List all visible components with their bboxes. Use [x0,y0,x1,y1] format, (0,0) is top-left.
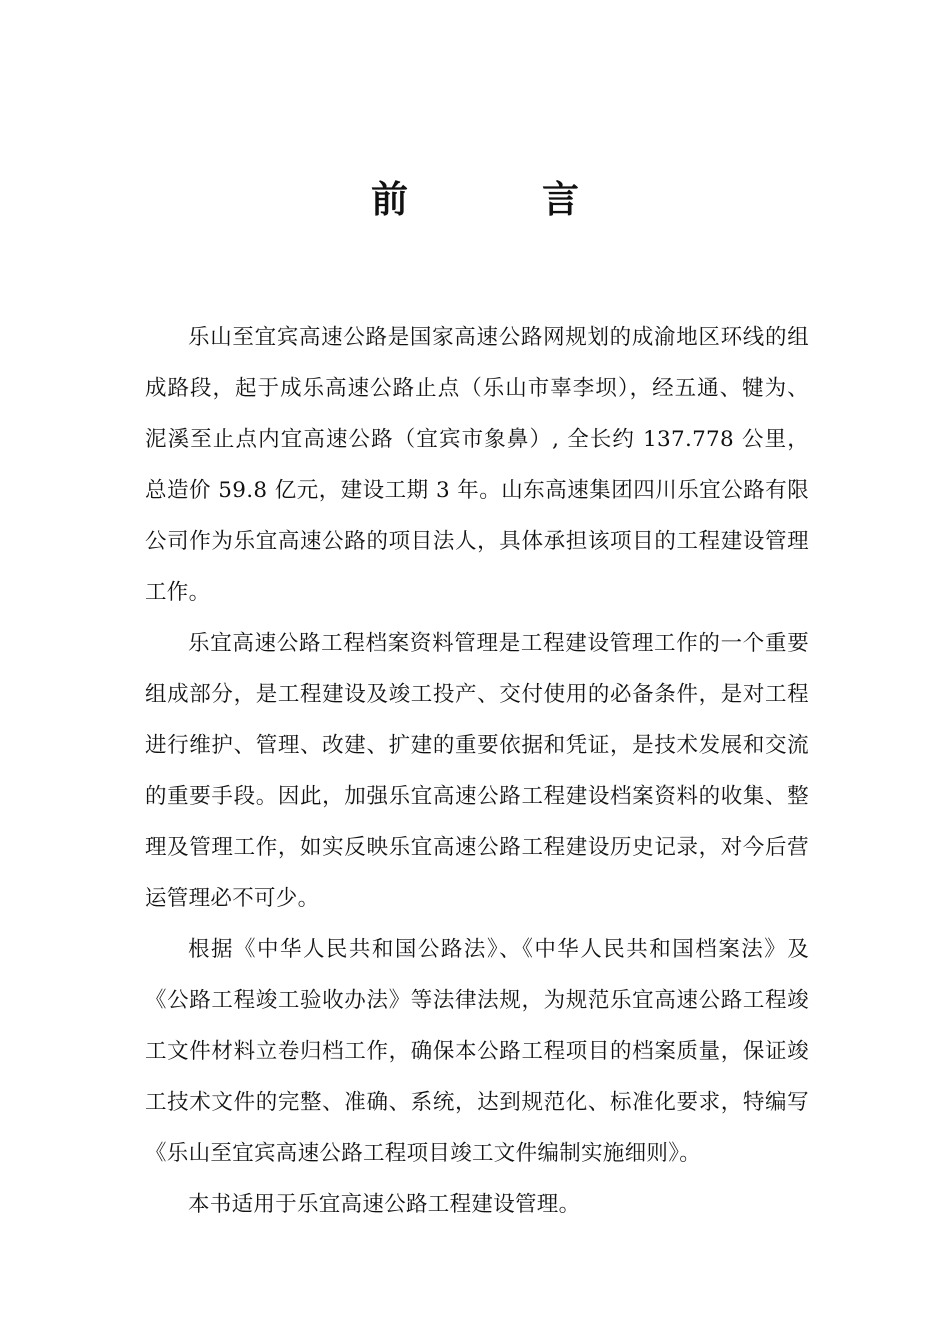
paragraph-project-overview: 乐山至宜宾高速公路是国家高速公路网规划的成渝地区环线的组成路段，起于成乐高速公路止点（乐山市辜李坝），经五通、犍为、泥溪至止点内宜高速公路（宜宾市象鼻）, 全长约 137.778 公里，总造价 59.8 亿元，建设工期 3 年。山东高速集团四川乐宜公路有限公司作为乐宜高速公路的项目法人，具体承担该项目的工程建设管理工作。 [145,325,809,605]
paragraph-scope: 本书适用于乐宜高速公路工程建设管理。 [188,1192,581,1217]
paragraph-archive-importance: 乐宜高速公路工程档案资料管理是工程建设管理工作的一个重要组成部分，是工程建设及竣工投产、交付使用的必备条件，是对工程进行维护、管理、改建、扩建的重要依据和凭证，是技术发展和交流的重要手段。因此，加强乐宜高速公路工程建设档案资料的收集、整理及管理工作，如实反映乐宜高速公路工程建设历史记录，对今后营运管理必不可少。 [145,631,809,911]
page-title: 前言 [371,176,713,221]
preface-body [145,312,809,1230]
paragraph-legal-basis: 根据《中华人民共和国公路法》、《中华人民共和国档案法》及《公路工程竣工验收办法》等法律法规，为规范乐宜高速公路工程竣工文件材料立卷归档工作，确保本公路工程项目的档案质量，保证竣工技术文件的完整、准确、系统，达到规范化、标准化要求，特编写《乐山至宜宾高速公路工程项目竣工文件编制实施细则》。 [145,937,809,1166]
